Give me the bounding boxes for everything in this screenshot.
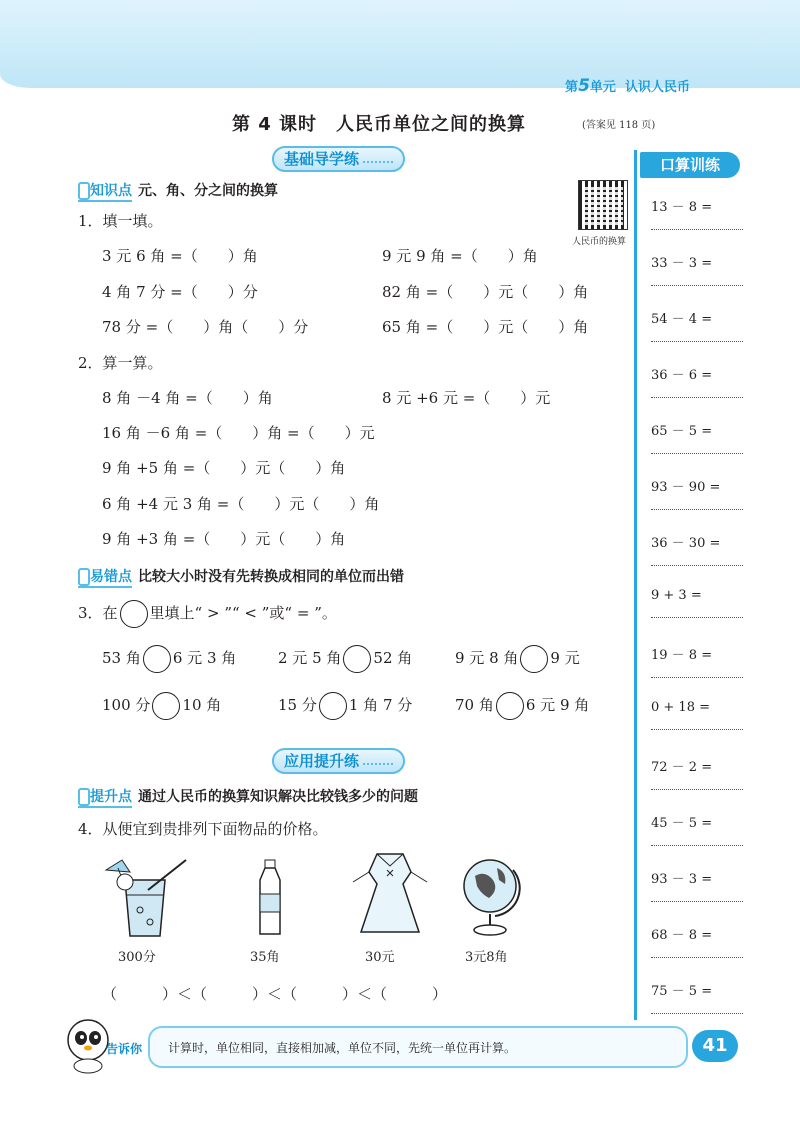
oral-item: 72 － 2 =: [651, 756, 743, 790]
compare-circle[interactable]: [343, 645, 371, 673]
q3-item: 9 元 8 角 9 元: [455, 645, 580, 673]
oral-item: 65 － 5 =: [651, 420, 743, 454]
q2-item: 9 角 +3 角 =（ ）元（ ）角: [102, 530, 346, 548]
header-banner: [0, 0, 800, 88]
compare-circle[interactable]: [496, 692, 524, 720]
section-banner-basic: 基础导学练: [272, 146, 405, 172]
globe-icon: [455, 850, 525, 940]
price-label: 35角: [250, 950, 280, 965]
price-label: 3元8角: [465, 950, 508, 965]
q1-item: 65 角 =（ ）元（ ）角: [382, 318, 589, 336]
oral-item: 75 － 5 =: [651, 980, 743, 1014]
tip-text: 计算时，单位相同，直接相加减，单位不同，先统一单位再计算。: [168, 1041, 517, 1055]
oral-item: 13 － 8 =: [651, 196, 743, 230]
price-label: 300分: [118, 950, 156, 965]
oral-item: 93 － 3 =: [651, 868, 743, 902]
answer-reference: (答案见 118 页): [582, 120, 656, 131]
qr-caption: 人民币的换算: [572, 237, 627, 247]
oral-practice-title: 口算训练: [640, 152, 740, 178]
oral-item: 0 + 18 =: [651, 700, 743, 730]
q3-item: 70 角 6 元 9 角: [455, 692, 589, 720]
dress-icon: [345, 848, 435, 938]
unit-label: 第5单元 认识人民币: [565, 76, 690, 96]
oral-item: 33 － 3 =: [651, 252, 743, 286]
compare-circle[interactable]: [319, 692, 347, 720]
q1-item: 9 元 9 角 =（ ）角: [382, 247, 538, 265]
price-label: 30元: [365, 950, 395, 965]
q3-item: 53 角 6 元 3 角: [102, 645, 236, 673]
q3-item: 2 元 5 角 52 角: [278, 645, 412, 673]
q1-item: 3 元 6 角 =（ ）角: [102, 247, 258, 265]
compare-circle[interactable]: [520, 645, 548, 673]
juice-glass-icon: [100, 850, 190, 940]
q2-item: 8 角 －4 角 =（ ）角: [102, 389, 273, 407]
oral-item: 19 － 8 =: [651, 644, 743, 678]
q2-item: 6 角 +4 元 3 角 =（ ）元（ ）角: [102, 495, 380, 513]
section-banner-applied: 应用提升练: [272, 748, 405, 774]
oral-item: 36 － 30 =: [651, 532, 743, 566]
oral-item: 93 － 90 =: [651, 476, 743, 510]
lesson-title: 第 4 课时 人民币单位之间的换算: [232, 114, 527, 135]
water-bottle-icon: [250, 858, 290, 938]
q2-item: 8 元 +6 元 =（ ）元: [382, 389, 551, 407]
oral-item: 45 － 5 =: [651, 812, 743, 846]
oral-item: 68 － 8 =: [651, 924, 743, 958]
q3-item: 15 分 1 角 7 分: [278, 692, 412, 720]
q1-item: 78 分 =（ ）角（ ）分: [102, 318, 309, 336]
error-point-tag: 易错点 比较大小时没有先转换成相同的单位而出错: [78, 566, 404, 588]
compare-circle[interactable]: [143, 645, 171, 673]
compare-circle: [120, 600, 148, 628]
qr-code[interactable]: [578, 180, 628, 230]
oral-item: 9 + 3 =: [651, 588, 743, 618]
page-number: 41: [692, 1030, 738, 1062]
q1-item: 4 角 7 分 =（ ）分: [102, 283, 258, 301]
compare-circle[interactable]: [152, 692, 180, 720]
improve-point-tag: 提升点 通过人民币的换算知识解决比较钱多少的问题: [78, 786, 418, 808]
q1-title: 1．填一填。: [78, 212, 163, 230]
q2-item: 16 角 －6 角 =（ ）角 =（ ）元: [102, 424, 375, 442]
q4-order-answer: （ ）＜（ ）＜（ ）＜（ ）: [102, 985, 448, 1003]
oral-item: 36 － 6 =: [651, 364, 743, 398]
q3-title: 3．在 里填上“ > ”“ < ”或“ = ”。: [78, 600, 337, 628]
oral-item: 54 － 4 =: [651, 308, 743, 342]
knowledge-point-tag: 知识点 元、角、分之间的换算: [78, 180, 278, 202]
q2-item: 9 角 +5 角 =（ ）元（ ）角: [102, 459, 346, 477]
q4-title: 4．从便宜到贵排列下面物品的价格。: [78, 820, 328, 838]
q2-title: 2．算一算。: [78, 354, 163, 372]
tell-you-label: 告诉你: [106, 1042, 143, 1056]
q3-item: 100 分 10 角: [102, 692, 221, 720]
q1-item: 82 角 =（ ）元（ ）角: [382, 283, 589, 301]
